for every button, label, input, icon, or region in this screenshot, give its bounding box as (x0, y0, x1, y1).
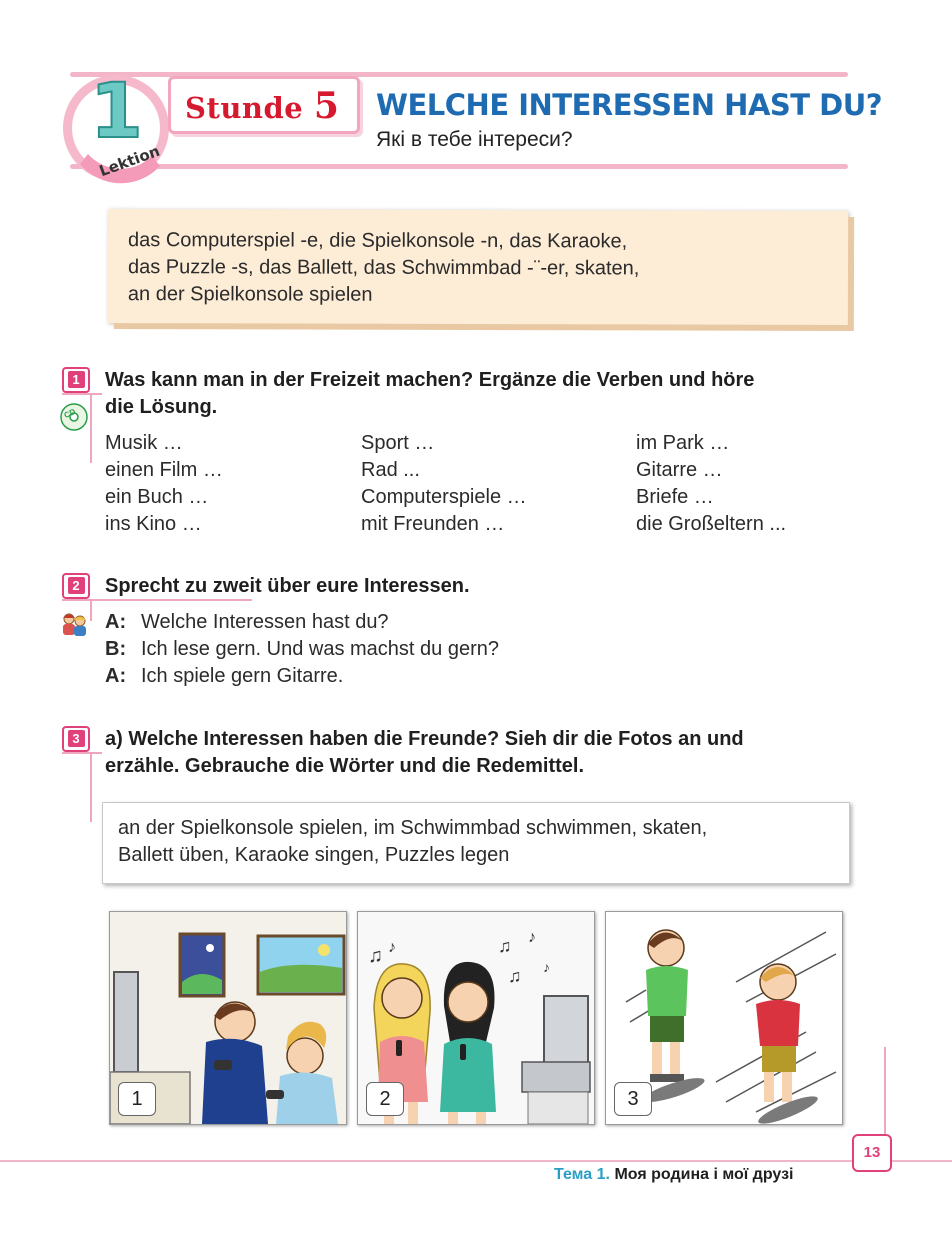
footer-rule (0, 1160, 952, 1162)
task-1-margin-rule (90, 393, 92, 463)
dialogue-line (105, 665, 343, 688)
vocabulary-line: an der Spielkonsole spielen (127, 283, 373, 306)
svg-text:♪: ♪ (543, 959, 550, 975)
photo-number: 2 (366, 1082, 404, 1116)
dialogue-line (105, 611, 389, 634)
photo-karaoke-girls (357, 911, 595, 1125)
phrase-bank-line: an der Spielkonsole spielen, im Schwimmbad schwimmen, skaten, (118, 817, 708, 839)
photo-console-players (109, 911, 347, 1125)
dialogue-line (105, 638, 499, 661)
task-1-item: ein Buch … (105, 486, 209, 508)
task-2-number: 2 (62, 573, 90, 599)
task-1-item: Musik … (105, 432, 183, 454)
task-2-margin-rule (90, 599, 92, 621)
svg-text:♫: ♫ (498, 936, 512, 956)
audio-cd-label: CD (62, 406, 77, 421)
vocabulary-line: das Computerspiel -e, die Spielkonsole -n, das Karaoke, (128, 229, 628, 253)
task-3-margin-rule (90, 752, 92, 822)
dialogue-speaker: A: (105, 611, 127, 633)
task-1-item: Briefe … (636, 486, 714, 508)
task-3-number: 3 (62, 726, 90, 752)
vocabulary-line: das Puzzle -s, das Ballett, das Schwimmbad -¨-er, skaten, (127, 256, 640, 280)
task-1-item: Computerspiele … (361, 486, 527, 508)
footer-topic-label: Тема 1. (554, 1166, 610, 1183)
task-1-item: mit Freunden … (361, 513, 505, 535)
svg-text:♪: ♪ (528, 929, 536, 946)
audio-cd-icon[interactable] (60, 403, 88, 431)
photo-number: 1 (118, 1082, 156, 1116)
task-1-item: Sport … (361, 432, 435, 454)
lesson-badge (60, 66, 172, 184)
stunde-label-box (168, 76, 360, 134)
task-3-underline (62, 752, 102, 754)
header-bottom-rule (70, 164, 848, 169)
dialogue-speaker: B: (105, 638, 127, 660)
task-1-underline (62, 393, 102, 395)
svg-text:♪: ♪ (388, 939, 396, 956)
task-1-heading-line-2: die Lösung. (105, 396, 218, 418)
task-1-item: ins Kino … (105, 513, 202, 535)
vocabulary-note (108, 209, 848, 325)
stunde-label (185, 85, 339, 127)
dialogue-speaker: A: (105, 665, 127, 687)
dialogue-text: Ich spiele gern Gitarre. (141, 665, 344, 687)
task-2-heading: Sprecht zu zweit über eure Interessen. (105, 575, 470, 597)
task-1-item: Gitarre … (636, 459, 723, 481)
dialogue-text: Ich lese gern. Und was machst du gern? (141, 638, 499, 660)
phrase-bank-line: Ballett üben, Karaoke singen, Puzzles legen (118, 844, 510, 866)
footer-topic (554, 1166, 793, 1184)
task-1-item: einen Film … (105, 459, 223, 481)
footer-side-rule (884, 1047, 886, 1137)
task-1-item: im Park … (636, 432, 730, 454)
dialogue-text: Welche Interessen hast du? (141, 611, 389, 633)
page-number: 13 (852, 1134, 892, 1172)
stunde-number: 5 (313, 85, 340, 127)
page-title: WELCHE INTERESSEN HAST DU? (376, 88, 883, 122)
svg-text:♫: ♫ (508, 966, 522, 986)
page-subtitle: Які в тебе інтереси? (376, 128, 573, 151)
photo-number: 3 (614, 1082, 652, 1116)
task-3-heading-line-1: a) Welche Interessen haben die Freunde? Sieh dir die Fotos an und (105, 728, 744, 750)
task-1-item: Rad ... (361, 459, 420, 481)
stunde-word: Stunde (185, 91, 304, 125)
phrase-bank-box (102, 802, 850, 884)
pair-work-icon (60, 610, 88, 638)
svg-text:♫: ♫ (368, 945, 383, 967)
task-1-heading-line-1: Was kann man in der Freizeit machen? Ergänze die Verben und höre (105, 369, 755, 391)
photo-skating-boys (605, 911, 843, 1125)
lesson-number: 1 (90, 66, 143, 155)
lesson-label: Lektion (96, 141, 163, 181)
task-1-number: 1 (62, 367, 90, 393)
footer-topic-text: Моя родина і мої друзі (614, 1166, 794, 1183)
task-3-heading-line-2: erzähle. Gebrauche die Wörter und die Redemittel. (105, 755, 584, 777)
task-1-item: die Großeltern ... (636, 513, 787, 535)
